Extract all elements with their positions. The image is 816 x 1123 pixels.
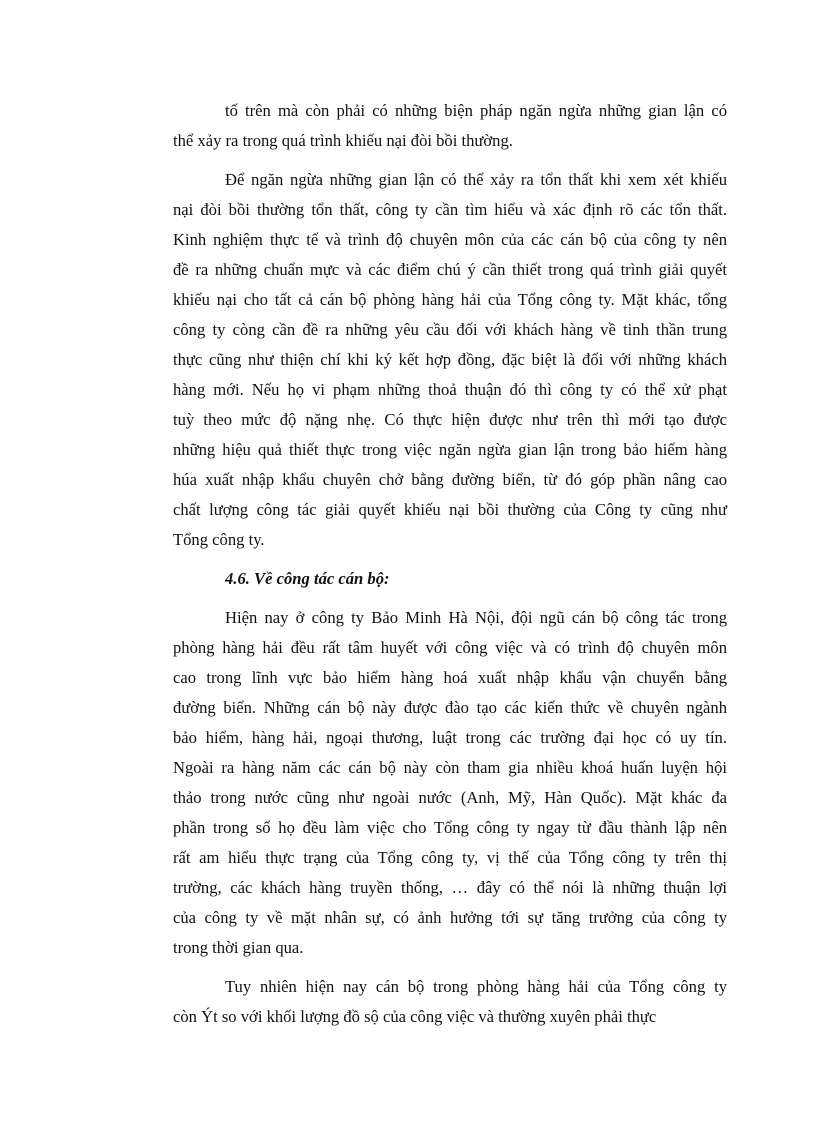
text-line: Kinh nghiệm thực tế và trình độ chuyên môn của các cán bộ của công ty nên [173, 230, 727, 249]
text-line: Ngoài ra hàng năm các cán bộ này còn tham gia nhiều khoá huấn luyện hội [173, 758, 727, 777]
paragraph [173, 603, 727, 963]
text-line: húa xuất nhập khẩu chuyên chở bằng đường biển, từ đó góp phần nâng cao [173, 470, 727, 489]
text-line: nại đòi bồi thường tổn thất, công ty cần tìm hiểu và xác định rõ các tổn thất. [173, 200, 727, 219]
text-line: Tuy nhiên hiện nay cán bộ trong phòng hàng hải của Tổng công ty [225, 977, 727, 996]
paragraph [173, 96, 727, 156]
section-heading-block [173, 564, 727, 594]
text-line: tố trên mà còn phải có những biện pháp ngăn ngừa những gian lận có [225, 101, 727, 120]
text-line: những hiệu quả thiết thực trong việc ngăn ngừa gian lận trong bảo hiểm hàng [173, 440, 727, 459]
text-line: đề ra những chuẩn mực và các điểm chú ý cần thiết trong quá trình giải quyết [173, 260, 727, 279]
text-line: trường, các khách hàng truyền thống, … đây có thể nói là những thuận lợi [173, 878, 727, 897]
text-line: phòng hàng hải đều rất tâm huyết với công việc và có trình độ chuyên môn [173, 638, 727, 657]
text-line: tuỳ theo mức độ nặng nhẹ. Có thực hiện được như trên thì mới tạo được [173, 410, 727, 429]
text-line: cao trong lĩnh vực bảo hiểm hàng hoá xuất nhập khẩu vận chuyển bằng [173, 668, 727, 687]
section-heading: 4.6. Về công tác cán bộ: [225, 569, 390, 588]
paragraph [173, 972, 727, 1032]
text-line: thực cũng như thiện chí khi ký kết hợp đồng, đặc biệt là đối với những khách [173, 350, 727, 369]
text-line: Tổng công ty. [173, 530, 265, 549]
text-line: còn Ýt so với khối lượng đồ sộ của công việc và thường xuyên phải thực [173, 1007, 657, 1026]
document-page [173, 96, 727, 1032]
text-line: Hiện nay ở công ty Bảo Minh Hà Nội, đội ngũ cán bộ công tác trong [225, 608, 727, 627]
text-line: khiếu nại cho tất cả cán bộ phòng hàng hải của Tổng công ty. Mặt khác, tổng [173, 290, 727, 309]
text-line: của công ty về mặt nhân sự, có ảnh hưởng tới sự tăng trưởng của công ty [173, 908, 727, 927]
text-line: thể xảy ra trong quá trình khiếu nại đòi bồi thường. [173, 131, 513, 150]
text-line: bảo hiểm, hàng hải, ngoại thương, luật trong các trường đại học có uy tín. [173, 728, 727, 747]
paragraph [173, 165, 727, 555]
text-line: Để ngăn ngừa những gian lận có thể xảy ra tổn thất khi xem xét khiếu [225, 170, 727, 189]
text-line: hàng mới. Nếu họ vi phạm những thoả thuận đó thì công ty có thể xử phạt [173, 380, 727, 399]
text-line: công ty còng cần đề ra những yêu cầu đối với khách hàng về tinh thần trung [173, 320, 727, 339]
text-line: chất lượng công tác giải quyết khiếu nại bồi thường của Công ty cũng như [173, 500, 727, 519]
text-line: trong thời gian qua. [173, 938, 304, 957]
text-line: đường biển. Những cán bộ này được đào tạo các kiến thức về chuyên ngành [173, 698, 727, 717]
text-line: rất am hiểu thực trạng của Tổng công ty, vị thế của Tổng công ty trên thị [173, 848, 727, 867]
text-line: thảo trong nước cũng như ngoài nước (Anh, Mỹ, Hàn Quốc). Mặt khác đa [173, 788, 727, 807]
text-line: phần trong số họ đều làm việc cho Tổng công ty ngay từ đầu thành lập nên [173, 818, 727, 837]
